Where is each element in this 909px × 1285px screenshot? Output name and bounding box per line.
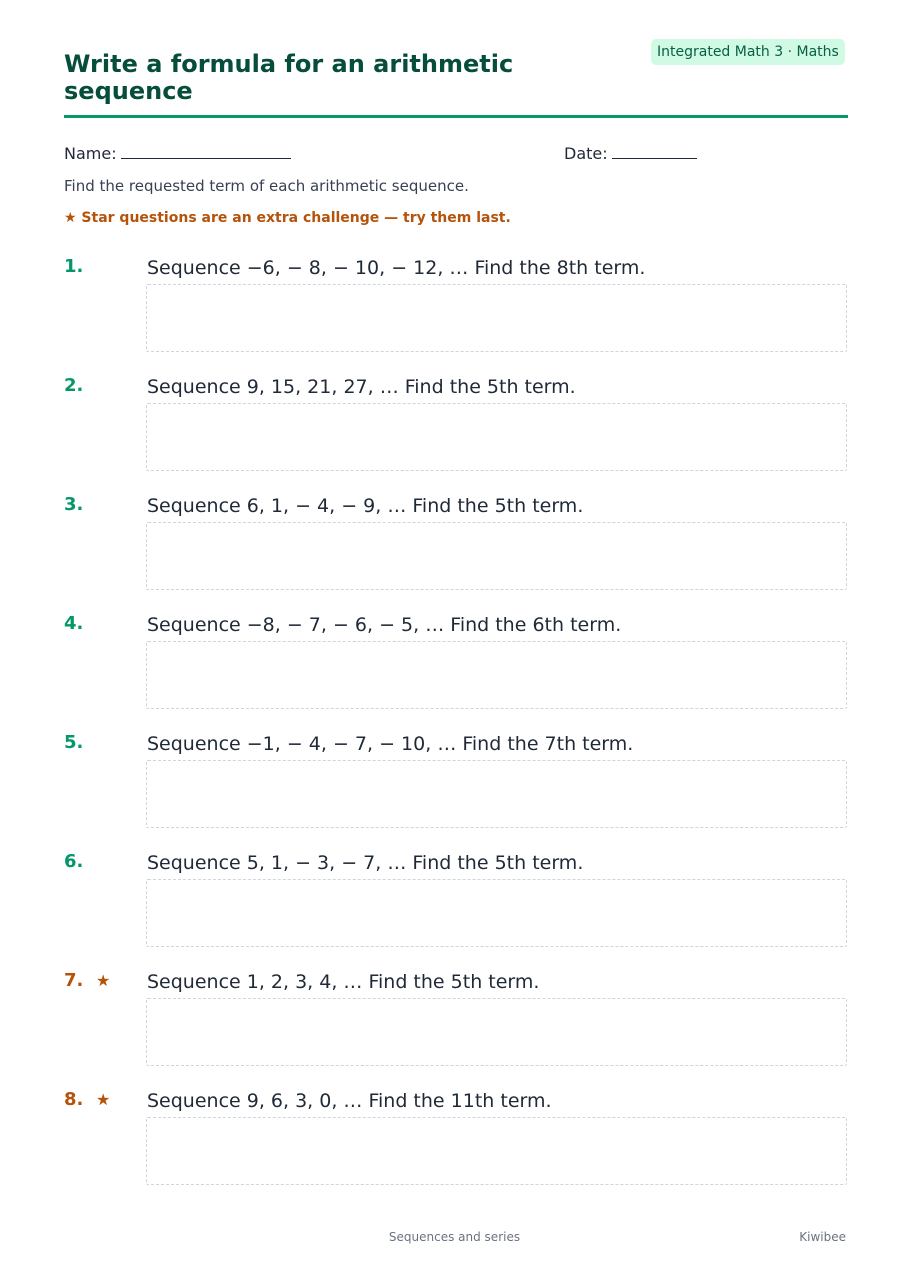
question-number: 8.: [64, 1089, 84, 1110]
answer-box[interactable]: [146, 879, 847, 947]
star-icon: ★: [96, 1090, 111, 1109]
worksheet-title: Write a formula for an arithmetic sequence: [64, 50, 514, 105]
answer-box[interactable]: [146, 1117, 847, 1185]
question-text: Sequence 1, 2, 3, 4, … Find the 5th term.: [147, 971, 540, 993]
answer-box[interactable]: [146, 403, 847, 471]
title-divider: [64, 115, 848, 118]
question-text: Sequence 5, 1, − 3, − 7, … Find the 5th term.: [147, 852, 584, 874]
question-number: 1.: [64, 256, 84, 277]
name-label: Name:: [64, 144, 117, 163]
question-1: [64, 256, 848, 366]
question-2: [64, 375, 848, 485]
answer-box[interactable]: [146, 522, 847, 590]
answer-box[interactable]: [146, 641, 847, 709]
answer-box[interactable]: [146, 284, 847, 352]
question-8: [64, 1089, 848, 1199]
question-text: Sequence 9, 6, 3, 0, … Find the 11th term.: [147, 1090, 552, 1112]
date-blank[interactable]: [612, 142, 697, 159]
question-7: [64, 970, 848, 1080]
question-text: Sequence −1, − 4, − 7, − 10, … Find the 7th term.: [147, 733, 634, 755]
name-field: [64, 142, 291, 163]
question-text: Sequence −8, − 7, − 6, − 5, … Find the 6th term.: [147, 614, 622, 636]
footer-topic: Sequences and series: [388, 1230, 521, 1244]
course-badge: Integrated Math 3 · Maths: [651, 39, 845, 65]
question-text: Sequence 6, 1, − 4, − 9, … Find the 5th term.: [147, 495, 584, 517]
question-number: 5.: [64, 732, 84, 753]
question-5: [64, 732, 848, 842]
date-label: Date:: [564, 144, 608, 163]
footer-brand: Kiwibee: [799, 1230, 846, 1244]
question-number: 2.: [64, 375, 84, 396]
date-field: [564, 142, 697, 163]
question-number: 4.: [64, 613, 84, 634]
question-3: [64, 494, 848, 604]
instructions: Find the requested term of each arithmetic sequence.: [64, 177, 469, 195]
question-6: [64, 851, 848, 961]
answer-box[interactable]: [146, 760, 847, 828]
challenge-note: ★ Star questions are an extra challenge — try them last.: [64, 210, 511, 226]
star-icon: ★: [96, 971, 111, 990]
question-number: 6.: [64, 851, 84, 872]
answer-box[interactable]: [146, 998, 847, 1066]
question-text: Sequence 9, 15, 21, 27, … Find the 5th term.: [147, 376, 576, 398]
question-4: [64, 613, 848, 723]
question-number: 3.: [64, 494, 84, 515]
question-number: 7.: [64, 970, 84, 991]
question-text: Sequence −6, − 8, − 10, − 12, … Find the 8th term.: [147, 257, 646, 279]
name-blank[interactable]: [121, 142, 291, 159]
